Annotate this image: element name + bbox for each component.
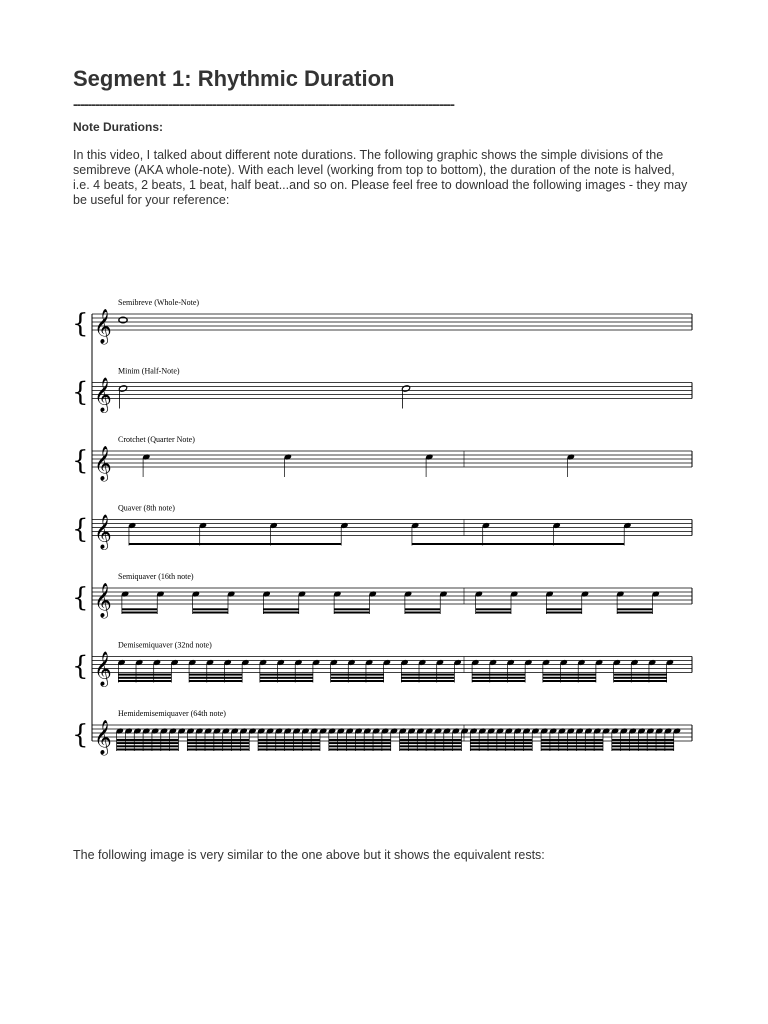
beam [614, 674, 667, 676]
staff-label: Crotchet (Quarter Note) [118, 435, 195, 444]
beam [543, 680, 596, 682]
treble-clef-icon: 𝄞 [94, 720, 112, 755]
beam [187, 739, 249, 741]
beam [117, 749, 179, 751]
treble-clef-icon: 𝄞 [94, 309, 112, 344]
beam [331, 674, 384, 676]
beam [331, 680, 384, 682]
beam [329, 745, 391, 747]
beam [405, 612, 440, 614]
beam [400, 742, 462, 744]
staff-label: Minim (Half-Note) [118, 366, 180, 376]
beam [400, 749, 462, 751]
beam [546, 612, 581, 614]
beam [258, 739, 320, 741]
staff-label: Semibreve (Whole-Note) [118, 298, 200, 307]
beam [118, 674, 171, 676]
beam [543, 677, 596, 679]
brace-icon: { [72, 446, 89, 476]
beam [329, 742, 391, 744]
beam [612, 742, 674, 744]
beam [541, 745, 603, 747]
treble-clef-icon: 𝄞 [94, 514, 112, 550]
beam [401, 680, 454, 682]
beam [258, 745, 320, 747]
beam [329, 749, 391, 751]
beam [258, 742, 320, 744]
staff-label: Semiquaver (16th note) [118, 572, 194, 581]
beam [129, 543, 341, 545]
treble-clef-icon: 𝄞 [94, 377, 112, 413]
brace-icon: { [72, 514, 89, 545]
beam [401, 674, 454, 676]
beam [187, 749, 249, 751]
beam [400, 745, 462, 747]
beam [472, 674, 525, 676]
closing-paragraph: The following image is very similar to the one above but it shows the equivalent rests: [73, 848, 545, 862]
beam [189, 680, 242, 682]
beam [263, 612, 298, 614]
title-divider: -------------------------------------------------------------------------------------------------------- [73, 96, 454, 112]
beam [470, 749, 532, 751]
beam [193, 612, 228, 614]
beam [187, 742, 249, 744]
beam [541, 749, 603, 751]
beam [258, 749, 320, 751]
beam [472, 680, 525, 682]
beam [546, 608, 581, 610]
beam [118, 680, 171, 682]
beam [470, 745, 532, 747]
brace-icon: { [72, 583, 89, 613]
treble-clef-icon: 𝄞 [94, 583, 112, 618]
section-heading: Note Durations: [73, 120, 163, 134]
beam [334, 608, 369, 610]
beam [189, 674, 242, 676]
brace-icon: { [72, 377, 89, 408]
intro-paragraph: In this video, I talked about different note durations. The following graphic shows the simple divisions of the semibreve (AKA whole-note). With each level (working from top to bottom), the duration of the note is halved, i.e. 4 beats, 2 beats, 1 beat, half beat...and so on. Please feel free to download the following images - they may be useful for your reference: [73, 148, 688, 207]
beam [472, 677, 525, 679]
beam [541, 742, 603, 744]
beam [334, 612, 369, 614]
beam [612, 739, 674, 741]
beam [612, 745, 674, 747]
treble-clef-icon: 𝄞 [94, 446, 112, 481]
staff-label: Hemidemisemiquaver (64th note) [118, 709, 226, 718]
beam [263, 608, 298, 610]
beam [189, 677, 242, 679]
beam [117, 745, 179, 747]
beam [260, 677, 313, 679]
beam [117, 742, 179, 744]
beam [541, 739, 603, 741]
beam [614, 677, 667, 679]
beam [401, 677, 454, 679]
staff-label: Demisemiquaver (32nd note) [118, 640, 212, 650]
beam [476, 608, 511, 610]
beam [476, 612, 511, 614]
beam [405, 608, 440, 610]
page-title: Segment 1: Rhythmic Duration [73, 66, 395, 91]
beam [118, 677, 171, 679]
beam [193, 608, 228, 610]
beam [331, 677, 384, 679]
beam [617, 608, 652, 610]
beam [470, 742, 532, 744]
beam [329, 739, 391, 741]
brace-icon: { [72, 309, 89, 339]
beam [122, 608, 157, 610]
beam [543, 674, 596, 676]
brace-icon: { [72, 651, 89, 682]
note-durations-figure [68, 290, 700, 780]
treble-clef-icon: 𝄞 [94, 651, 112, 687]
beam [400, 739, 462, 741]
beam [614, 680, 667, 682]
note-durations-score [68, 290, 700, 780]
beam [117, 739, 179, 741]
beam [412, 543, 624, 545]
beam [260, 674, 313, 676]
beam [122, 612, 157, 614]
staff-label: Quaver (8th note) [118, 503, 175, 513]
beam [260, 680, 313, 682]
beam [617, 612, 652, 614]
brace-icon: { [72, 720, 89, 750]
beam [187, 745, 249, 747]
beam [470, 739, 532, 741]
beam [612, 749, 674, 751]
